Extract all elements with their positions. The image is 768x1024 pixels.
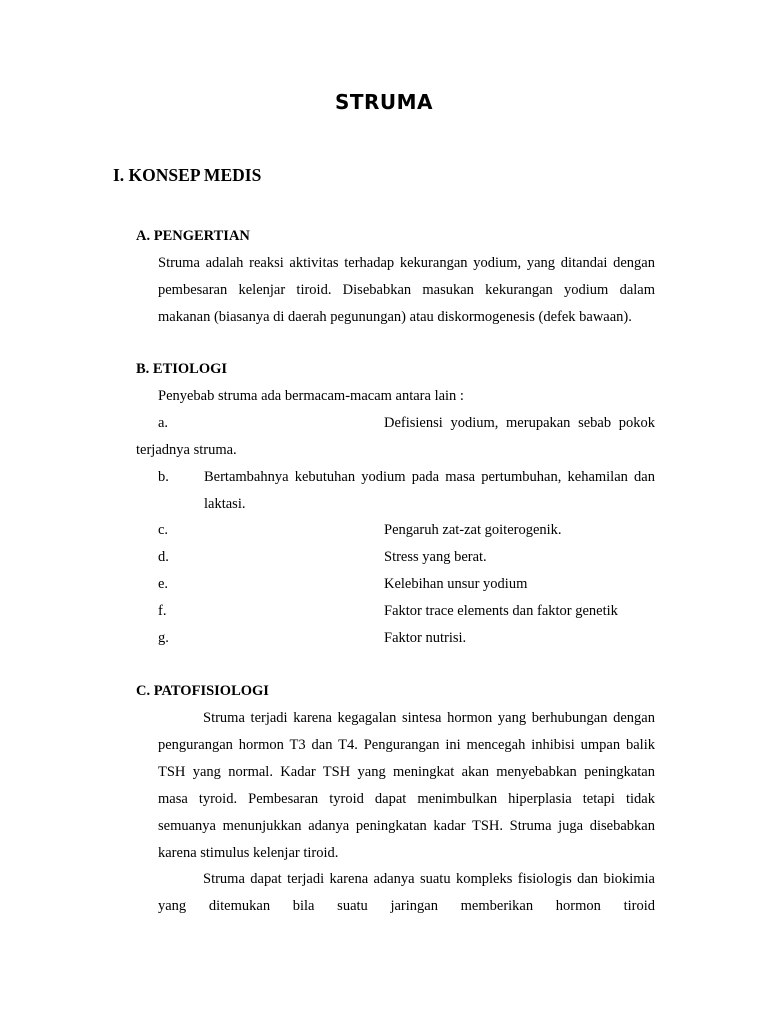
list-marker-g: g. xyxy=(158,630,169,646)
list-item-g-text: Faktor nutrisi. xyxy=(384,630,467,646)
list-item-a-text: Defisiensi yodium, merupakan sebab pokok xyxy=(384,415,655,431)
list-marker-f: f. xyxy=(158,603,167,619)
list-item-e-text: Kelebihan unsur yodium xyxy=(384,576,528,592)
etiologi-intro: Penyebab struma ada bermacam-macam antara lain : xyxy=(158,388,464,404)
patofisiologi-paragraph-1: Struma terjadi karena kegagalan sintesa hormon yang berhubungan dengan pengurangan hormon T3 dan T4. Pengurangan ini mencegah inhibisi umpan balik TSH yang normal. Kadar TSH yang meningkat akan menyebabkan peningkatan masa tyroid. Pembesaran tyroid dapat menimbulkan hiperplasia tetapi tidak semuanya menunjukkan adanya peningkatan kadar TSH. Struma juga disebabkan karena stimulus kelenjar tiroid. xyxy=(158,710,655,861)
list-item-b-text: Bertambahnya kebutuhan yodium pada masa pertumbuhan, kehamilan dan xyxy=(204,469,655,485)
section-heading-konsep-medis: I. KONSEP MEDIS xyxy=(113,165,262,185)
subsection-heading-pengertian: A. PENGERTIAN xyxy=(136,228,250,244)
list-marker-b: b. xyxy=(158,469,169,485)
subsection-heading-patofisiologi: C. PATOFISIOLOGI xyxy=(136,683,269,699)
list-marker-d: d. xyxy=(158,549,169,565)
pengertian-paragraph: Struma adalah reaksi aktivitas terhadap kekurangan yodium, yang ditandai dengan pembesaran kelenjar tiroid. Disebabkan masukan kekurangan yodium dalam makanan (biasanya di daerah pegunungan) atau diskormogenesis (defek bawaan). xyxy=(158,255,655,325)
patofisiologi-paragraph-2: Struma dapat terjadi karena adanya suatu kompleks fisiologis dan biokimia yang ditemukan bila suatu jaringan memberikan hormon tiroid xyxy=(158,871,655,914)
list-item-a-continuation: terjadnya struma. xyxy=(136,442,237,458)
list-item-f-text: Faktor trace elements dan faktor genetik xyxy=(384,603,618,619)
list-item-b-continuation: laktasi. xyxy=(204,496,246,512)
list-item-c-text: Pengaruh zat-zat goiterogenik. xyxy=(384,522,562,538)
list-marker-c: c. xyxy=(158,522,169,538)
subsection-heading-etiologi: B. ETIOLOGI xyxy=(136,361,228,377)
document-title: STRUMA xyxy=(334,90,434,114)
list-marker-e: e. xyxy=(158,576,169,592)
list-item-d-text: Stress yang berat. xyxy=(384,549,487,565)
list-marker-a: a. xyxy=(158,415,169,431)
